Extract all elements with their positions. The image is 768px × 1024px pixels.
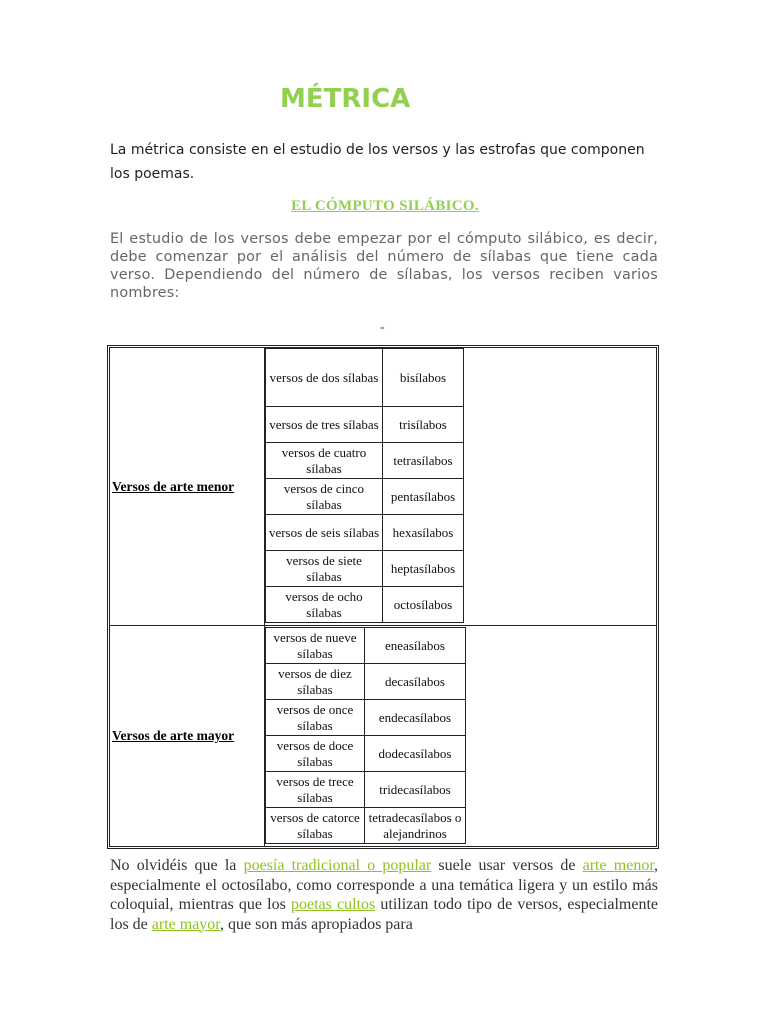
page-title: MÉTRICA bbox=[280, 84, 411, 114]
verse-row bbox=[266, 628, 466, 664]
verse-row bbox=[266, 349, 464, 407]
verse-description: versos de seis sílabas bbox=[266, 515, 383, 551]
footer-text-5: , que son más apropiados para bbox=[220, 915, 413, 933]
dash-mark: - bbox=[380, 320, 385, 335]
section-heading: EL CÓMPUTO SILÁBICO. bbox=[291, 198, 479, 214]
verse-description: versos de once sílabas bbox=[266, 700, 365, 736]
verse-row bbox=[266, 808, 466, 844]
verse-row bbox=[266, 479, 464, 515]
link-arte-menor[interactable]: arte menor bbox=[582, 857, 655, 874]
verse-name: bisílabos bbox=[383, 349, 464, 407]
footer-paragraph bbox=[110, 856, 658, 934]
verse-row bbox=[266, 443, 464, 479]
verse-description: versos de cuatro sílabas bbox=[266, 443, 383, 479]
footer-text-3: , especialmente el octosílabo, como corresponde a una temática ligera y un estilo más coloquial, mientras que los bbox=[110, 857, 659, 913]
verse-description: versos de nueve sílabas bbox=[266, 628, 365, 664]
verse-name: hexasílabos bbox=[383, 515, 464, 551]
verse-name: decasílabos bbox=[365, 664, 466, 700]
arte-mayor-label: Versos de arte mayor bbox=[112, 728, 235, 743]
verse-name: dodecasílabos bbox=[365, 736, 466, 772]
verse-name: endecasílabos bbox=[365, 700, 466, 736]
intro-paragraph: La métrica consiste en el estudio de los versos y las estrofas que componen los poemas. bbox=[110, 142, 645, 182]
verse-description: versos de cinco sílabas bbox=[266, 479, 383, 515]
verse-classification-table bbox=[107, 345, 659, 849]
verse-row bbox=[266, 772, 466, 808]
footer-text-2: suele usar versos de bbox=[431, 857, 583, 874]
verse-name: heptasílabos bbox=[383, 551, 464, 587]
verse-row bbox=[266, 407, 464, 443]
section-divider bbox=[110, 625, 656, 626]
verse-description: versos de tres sílabas bbox=[266, 407, 383, 443]
verse-row bbox=[266, 587, 464, 623]
footer-text-4: utilizan todo tipo de versos, especialmente los de bbox=[110, 896, 659, 933]
verse-name: tetrasílabos bbox=[383, 443, 464, 479]
verse-name: tetradecasílabos o alejandrinos bbox=[365, 808, 466, 844]
verse-name: eneasílabos bbox=[365, 628, 466, 664]
verse-description: versos de doce sílabas bbox=[266, 736, 365, 772]
verse-row bbox=[266, 515, 464, 551]
verse-description: versos de catorce sílabas bbox=[266, 808, 365, 844]
verse-row bbox=[266, 664, 466, 700]
body-paragraph: El estudio de los versos debe empezar por el cómputo silábico, es decir, debe comenzar por el análisis del número de sílabas que tiene cada verso. Dependiendo del número de sílabas, los versos reciben varios nombres: bbox=[110, 231, 658, 301]
verse-description: versos de ocho sílabas bbox=[266, 587, 383, 623]
verse-description: versos de trece sílabas bbox=[266, 772, 365, 808]
verse-description: versos de dos sílabas bbox=[266, 349, 383, 407]
verse-description: versos de siete sílabas bbox=[266, 551, 383, 587]
arte-menor-table bbox=[265, 348, 464, 623]
arte-mayor-table bbox=[265, 627, 466, 844]
verse-description: versos de diez sílabas bbox=[266, 664, 365, 700]
verse-name: octosílabos bbox=[383, 587, 464, 623]
link-poesia-tradicional[interactable]: poesía tradicional o popular bbox=[243, 857, 432, 874]
arte-menor-label: Versos de arte menor bbox=[112, 479, 235, 494]
verse-row bbox=[266, 551, 464, 587]
link-arte-mayor[interactable]: arte mayor bbox=[151, 915, 220, 933]
verse-name: trisílabos bbox=[383, 407, 464, 443]
verse-row bbox=[266, 736, 466, 772]
verse-name: tridecasílabos bbox=[365, 772, 466, 808]
verse-row bbox=[266, 700, 466, 736]
link-poetas-cultos[interactable]: poetas cultos bbox=[290, 896, 376, 913]
footer-text-1: No olvidéis que la bbox=[110, 857, 244, 874]
verse-name: pentasílabos bbox=[383, 479, 464, 515]
